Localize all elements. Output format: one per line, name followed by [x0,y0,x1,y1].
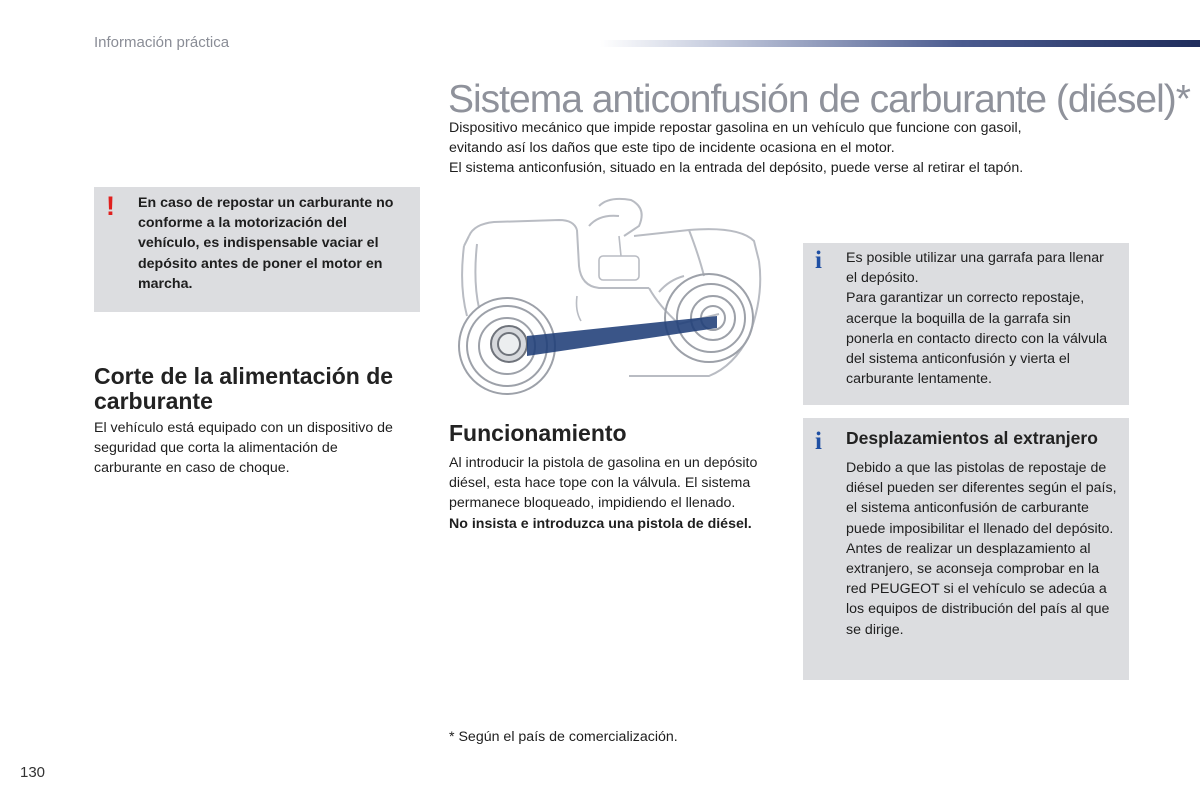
info-heading: Desplazamientos al extranjero [846,428,1098,448]
warning-text: En caso de repostar un carburante no conforme a la motorización del vehículo, es indispensable vaciar el depósito antes de poner el motor en marcha. [138,195,394,292]
corte-text: El vehículo está equipado con un dispositivo de seguridad que corta la alimentación de carburante en caso de choque. [94,420,393,477]
intro-line: El sistema anticonfusión, situado en la entrada del depósito, puede verse al retirar el tapón. [449,160,1024,177]
footnote: * Según el país de comercialización. [449,729,678,745]
page-title: Sistema anticonfusión de carburante (diésel)* [448,78,1190,121]
funcionamiento-paragraph: Al introducir la pistola de gasolina en un depósito diésel, esta hace tope con la válvula. El sistema permanece bloqueado, impidiendo el llenado. [449,455,758,512]
section-heading-corte: Corte de la alimentación de carburante [94,363,394,414]
intro-paragraph [449,118,1129,179]
funcionamiento-bold-note: No insista e introduzca una pistola de diésel. [449,515,752,532]
exclamation-icon: ! [106,191,115,221]
intro-line: Dispositivo mecánico que impide repostar gasolina en un vehículo que funcione con gasoil, [449,120,1022,136]
info-paragraph: Para garantizar un correcto repostaje, acerque la boquilla de la garrafa sin ponerla en contacto directo con la válvula del sistema anticonfusión y vierta el carburante lentamente. [846,290,1108,388]
fuel-filler-illustration [449,196,779,402]
warning-box [94,187,420,312]
header-gradient-bar [600,40,1200,47]
intro-line: evitando así los daños que este tipo de incidente ocasiona en el motor. [449,140,895,157]
running-header: Información práctica [94,34,230,51]
info-text [846,248,1118,389]
section-heading-funcionamiento: Funcionamiento [449,420,627,446]
info-paragraph: Debido a que las pistolas de repostaje de diésel pueden ser diferentes según el país, el sistema anticonfusión de carburante puede imposibilitar el llenado del depósito. [846,460,1117,537]
info-box-garrafa [803,243,1129,405]
info-icon: i [815,247,822,274]
info-icon: i [815,428,822,455]
info-box-extranjero [803,418,1129,680]
page-number: 130 [20,764,46,781]
info-paragraph: Antes de realizar un desplazamiento al extranjero, se aconseja comprobar en la red PEUGEOT si el vehículo se adecúa a los equipos de distribución del país al que se dirige. [846,540,1110,638]
funcionamiento-text [449,453,769,534]
info-paragraph: Es posible utilizar una garrafa para llenar el depósito. [846,250,1104,287]
info-text [846,458,1118,640]
